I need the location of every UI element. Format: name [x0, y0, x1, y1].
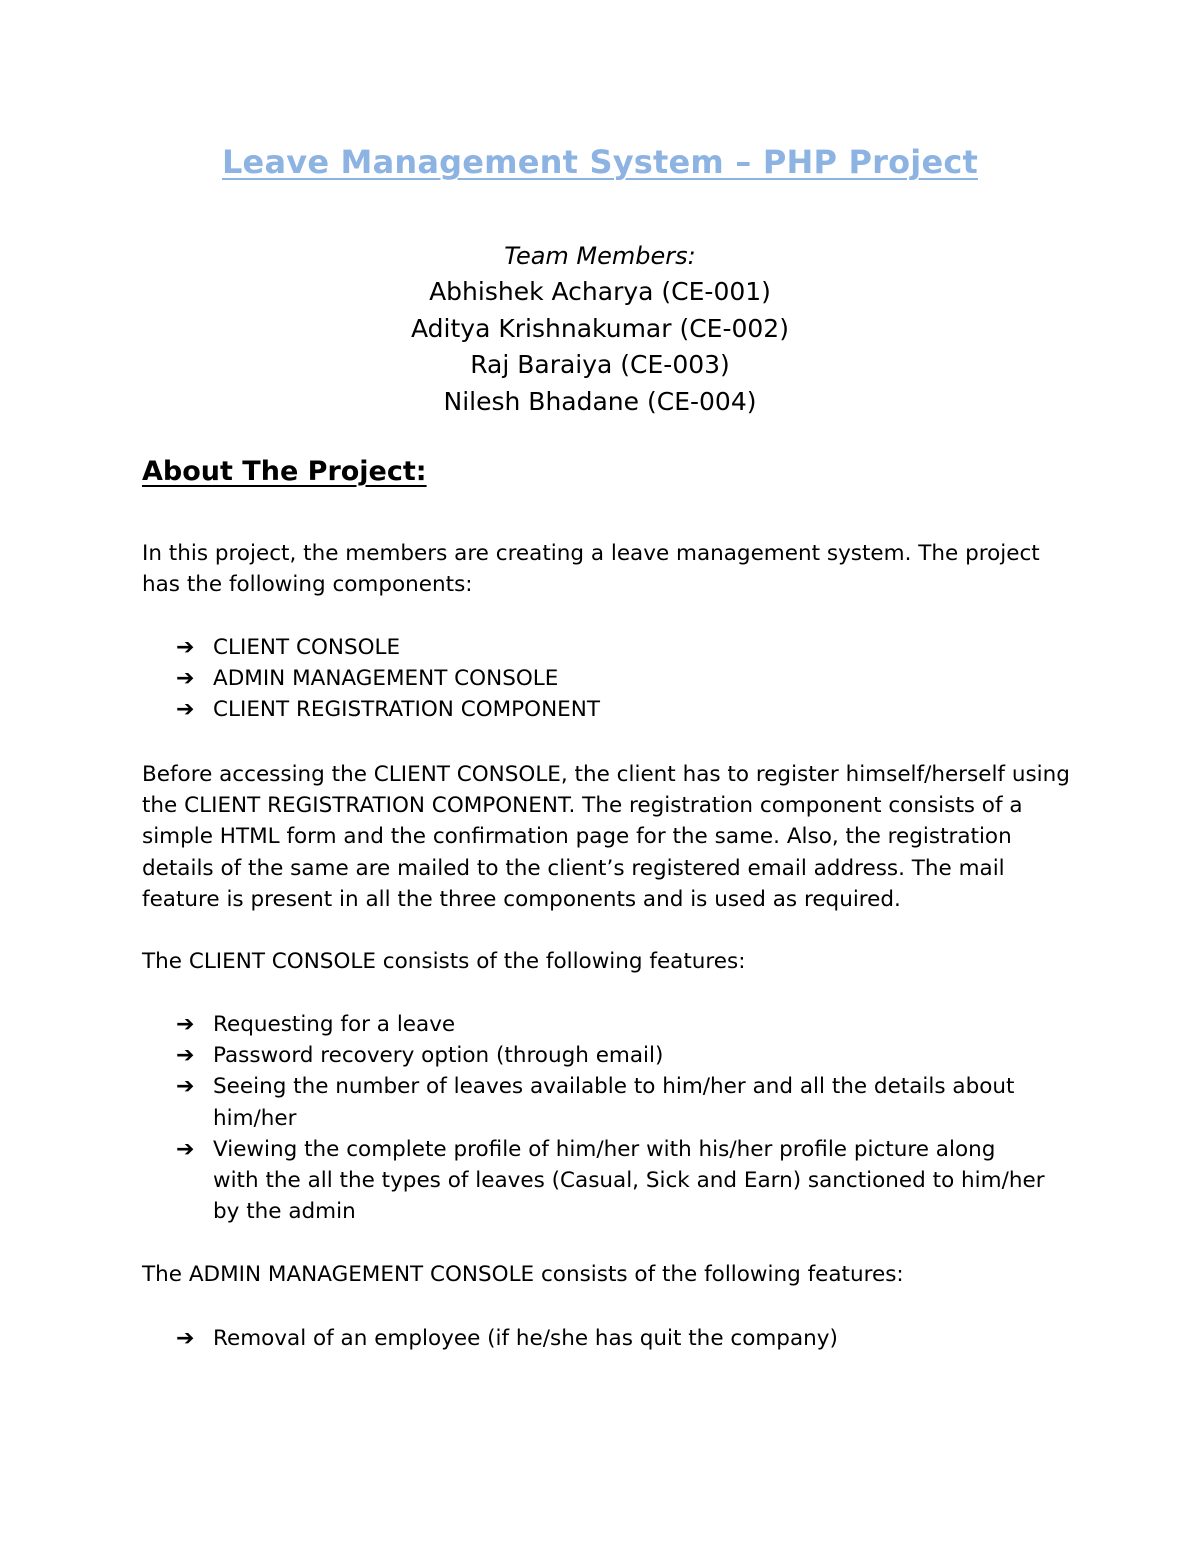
component-label: CLIENT REGISTRATION COMPONENT [213, 697, 600, 723]
team-member: Raj Baraiya (CE-003) [470, 350, 730, 379]
list-item [176, 632, 1046, 663]
team-member: Abhishek Acharya (CE-001) [429, 277, 771, 306]
feature-label: Viewing the complete profile of him/her with his/her profile picture along with the all the types of leaves (Casual, Sick and Earn) sanctioned to him/her by the admin [213, 1136, 1045, 1225]
document-title [0, 143, 1200, 181]
feature-label: Requesting for a leave [213, 1012, 456, 1037]
component-label: ADMIN MANAGEMENT CONSOLE [213, 666, 559, 692]
arrow-right-icon: ➔ [176, 697, 195, 723]
arrow-right-icon: ➔ [176, 1074, 195, 1100]
admin-console-intro: The ADMIN MANAGEMENT CONSOLE consists of the following features: [142, 1262, 904, 1287]
list-item [176, 694, 1046, 725]
arrow-right-icon: ➔ [176, 1012, 195, 1037]
list-item [176, 1071, 1046, 1133]
arrow-right-icon: ➔ [176, 635, 195, 660]
registration-paragraph: Before accessing the CLIENT CONSOLE, the client has to register himself/herself using the CLIENT REGISTRATION COMPONENT. The registration component consists of a simple HTML form and the confirmation page for the same. Also, the registration details of the same are mailed to the client’s registered email address. The mail feature is present in all the three components and is used as required. [142, 762, 1070, 912]
arrow-right-icon: ➔ [176, 666, 195, 692]
list-item [176, 663, 1046, 694]
team-members-block [0, 238, 1200, 420]
team-member: Nilesh Bhadane (CE-004) [443, 386, 757, 416]
feature-label: Seeing the number of leaves available to him/her and all the details about him/her [213, 1074, 1015, 1131]
admin-features-list [176, 1323, 1046, 1354]
components-list [176, 632, 1046, 726]
arrow-right-icon: ➔ [176, 1043, 195, 1069]
arrow-right-icon: ➔ [176, 1326, 195, 1351]
list-item [176, 1040, 1046, 1071]
about-heading: About The Project: [142, 456, 427, 487]
team-members-label: Team Members: [504, 242, 696, 270]
client-console-intro: The CLIENT CONSOLE consists of the following features: [142, 949, 746, 974]
document-title-text: Leave Management System – PHP Project [221, 143, 979, 181]
feature-label: Removal of an employee (if he/she has quit the company) [213, 1326, 838, 1351]
client-features-list [176, 1009, 1046, 1227]
intro-paragraph: In this project, the members are creating a leave management system. The project has the following components: [142, 541, 1040, 598]
list-item [176, 1009, 1046, 1040]
component-label: CLIENT CONSOLE [213, 635, 401, 660]
arrow-right-icon: ➔ [176, 1136, 195, 1162]
feature-label: Password recovery option (through email) [213, 1043, 664, 1069]
list-item [176, 1323, 1046, 1354]
team-member: Aditya Krishnakumar (CE-002) [411, 313, 789, 343]
list-item [176, 1134, 1046, 1228]
